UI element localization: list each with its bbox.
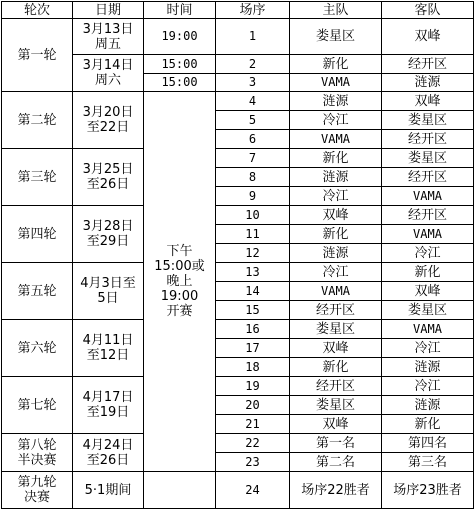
away-team-cell: VAMA <box>382 320 474 339</box>
home-team-cell: 新化 <box>290 358 382 377</box>
away-team-cell: 涟源 <box>382 396 474 415</box>
away-team-cell: 涟源 <box>382 358 474 377</box>
away-team-cell: 经开区 <box>382 206 474 225</box>
header-round: 轮次 <box>2 2 73 19</box>
schedule-table <box>1 1 474 509</box>
away-team-cell: 冷江 <box>382 339 474 358</box>
table-row <box>2 377 474 396</box>
home-team-cell: VAMA <box>290 282 382 301</box>
date-cell: 4月11日 至12日 <box>73 320 144 377</box>
match-no-cell: 4 <box>216 92 290 111</box>
date-cell: 3月25日 至26日 <box>73 149 144 206</box>
match-no-cell: 17 <box>216 339 290 358</box>
match-no-cell: 20 <box>216 396 290 415</box>
home-team-cell: 娄星区 <box>290 19 382 55</box>
table-row <box>2 434 474 453</box>
home-team-cell: 经开区 <box>290 377 382 396</box>
away-team-cell: 经开区 <box>382 130 474 149</box>
date-cell: 4月17日 至19日 <box>73 377 144 434</box>
match-no-cell: 24 <box>216 472 290 509</box>
away-team-cell: 娄星区 <box>382 301 474 320</box>
match-no-cell: 5 <box>216 111 290 130</box>
match-no-cell: 7 <box>216 149 290 168</box>
round-cell: 第一轮 <box>2 19 73 92</box>
match-no-cell: 14 <box>216 282 290 301</box>
match-no-cell: 9 <box>216 187 290 206</box>
match-no-cell: 1 <box>216 19 290 55</box>
match-no-cell: 10 <box>216 206 290 225</box>
header-away: 客队 <box>382 2 474 19</box>
match-no-cell: 15 <box>216 301 290 320</box>
table-row <box>2 55 474 74</box>
away-team-cell: 娄星区 <box>382 149 474 168</box>
date-cell: 3月28日 至29日 <box>73 206 144 263</box>
away-team-cell: 涟源 <box>382 74 474 92</box>
round-cell: 第三轮 <box>2 149 73 206</box>
table-row <box>2 19 474 55</box>
table-row <box>2 149 474 168</box>
away-team-cell: 新化 <box>382 263 474 282</box>
away-team-cell: 冷江 <box>382 244 474 263</box>
table-row <box>2 320 474 339</box>
date-cell: 3月20日 至22日 <box>73 92 144 149</box>
time-cell: 19:00 <box>144 19 216 55</box>
time-cell: 15:00 <box>144 55 216 74</box>
match-no-cell: 18 <box>216 358 290 377</box>
home-team-cell: VAMA <box>290 74 382 92</box>
home-team-cell: VAMA <box>290 130 382 149</box>
match-no-cell: 13 <box>216 263 290 282</box>
home-team-cell: 涟源 <box>290 244 382 263</box>
home-team-cell: 双峰 <box>290 206 382 225</box>
header-time: 时间 <box>144 2 216 19</box>
round-cell: 第九轮 决赛 <box>2 472 73 509</box>
table-row <box>2 92 474 111</box>
home-team-cell: 经开区 <box>290 301 382 320</box>
table-row <box>2 472 474 509</box>
header-home: 主队 <box>290 2 382 19</box>
round-cell: 第四轮 <box>2 206 73 263</box>
home-team-cell: 冷江 <box>290 111 382 130</box>
away-team-cell: 新化 <box>382 415 474 434</box>
away-team-cell: 冷江 <box>382 377 474 396</box>
round-cell: 第五轮 <box>2 263 73 320</box>
shared-time-cell: 下午 15:00或 晚上 19:00 开赛 <box>144 92 216 472</box>
match-no-cell: 6 <box>216 130 290 149</box>
match-no-cell: 3 <box>216 74 290 92</box>
away-team-cell: 第四名 <box>382 434 474 453</box>
header-row <box>2 2 474 19</box>
away-team-cell: 双峰 <box>382 19 474 55</box>
date-cell: 4月3日至 5日 <box>73 263 144 320</box>
time-cell-empty <box>144 472 216 509</box>
header-match-no: 场序 <box>216 2 290 19</box>
round-cell: 第二轮 <box>2 92 73 149</box>
away-team-cell: 第三名 <box>382 453 474 472</box>
home-team-cell: 第一名 <box>290 434 382 453</box>
round-cell: 第八轮 半决赛 <box>2 434 73 472</box>
date-cell: 3月14日 周六 <box>73 55 144 92</box>
home-team-cell: 第二名 <box>290 453 382 472</box>
round-cell: 第六轮 <box>2 320 73 377</box>
match-no-cell: 2 <box>216 55 290 74</box>
home-team-cell: 娄星区 <box>290 320 382 339</box>
date-cell: 4月24日 至26日 <box>73 434 144 472</box>
match-no-cell: 21 <box>216 415 290 434</box>
home-team-cell: 场序22胜者 <box>290 472 382 509</box>
home-team-cell: 娄星区 <box>290 396 382 415</box>
date-cell: 5·1期间 <box>73 472 144 509</box>
away-team-cell: 双峰 <box>382 282 474 301</box>
away-team-cell: 双峰 <box>382 92 474 111</box>
match-no-cell: 8 <box>216 168 290 187</box>
home-team-cell: 冷江 <box>290 263 382 282</box>
home-team-cell: 双峰 <box>290 415 382 434</box>
round-cell: 第七轮 <box>2 377 73 434</box>
away-team-cell: 经开区 <box>382 168 474 187</box>
table-row <box>2 206 474 225</box>
home-team-cell: 新化 <box>290 225 382 244</box>
match-no-cell: 19 <box>216 377 290 396</box>
date-cell: 3月13日 周五 <box>73 19 144 55</box>
home-team-cell: 新化 <box>290 149 382 168</box>
header-date: 日期 <box>73 2 144 19</box>
match-no-cell: 11 <box>216 225 290 244</box>
away-team-cell: 场序23胜者 <box>382 472 474 509</box>
table-row <box>2 263 474 282</box>
match-no-cell: 23 <box>216 453 290 472</box>
home-team-cell: 双峰 <box>290 339 382 358</box>
away-team-cell: VAMA <box>382 225 474 244</box>
away-team-cell: VAMA <box>382 187 474 206</box>
match-no-cell: 12 <box>216 244 290 263</box>
match-no-cell: 16 <box>216 320 290 339</box>
home-team-cell: 涟源 <box>290 92 382 111</box>
away-team-cell: 经开区 <box>382 55 474 74</box>
match-no-cell: 22 <box>216 434 290 453</box>
away-team-cell: 娄星区 <box>382 111 474 130</box>
time-cell: 15:00 <box>144 74 216 92</box>
home-team-cell: 涟源 <box>290 168 382 187</box>
home-team-cell: 冷江 <box>290 187 382 206</box>
home-team-cell: 新化 <box>290 55 382 74</box>
